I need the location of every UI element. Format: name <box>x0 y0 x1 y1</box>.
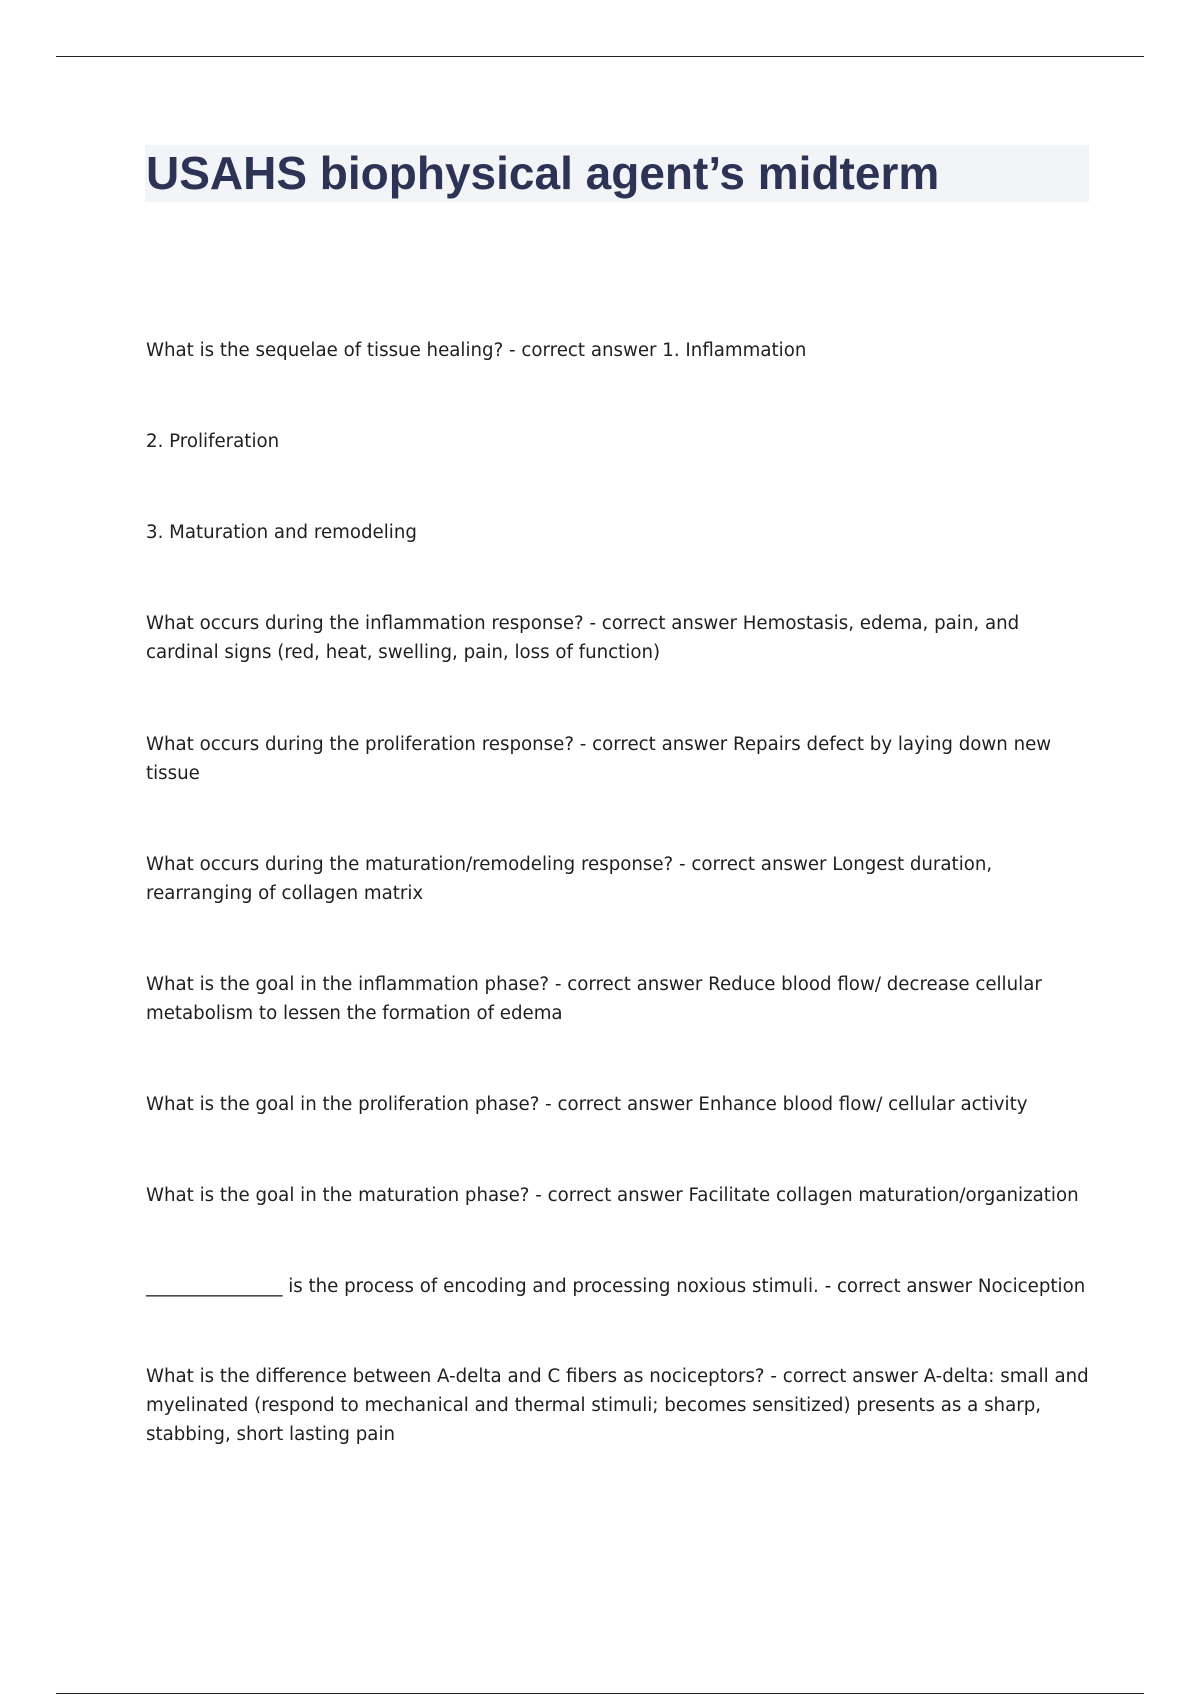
qa-proliferation-response: What occurs during the proliferation response? - correct answer Repairs defect by laying down new tissue <box>146 734 1052 784</box>
bottom-page-rule <box>56 1693 1144 1694</box>
top-page-rule <box>56 56 1144 57</box>
qa-inflammation-goal: What is the goal in the inflammation phase? - correct answer Reduce blood flow/ decrease cellular metabolism to lessen the formation of edema <box>146 974 1042 1024</box>
qa-sequelae-tissue-healing: What is the sequelae of tissue healing? - correct answer 1. Inflammation <box>146 340 807 361</box>
qa-proliferation-goal: What is the goal in the proliferation phase? - correct answer Enhance blood flow/ cellular activity <box>146 1094 1028 1115</box>
qa-adelta-vs-c-fibers: What is the difference between A-delta and C fibers as nociceptors? - correct answer A-delta: small and myelinated (respond to mechanical and thermal stimuli; becomes sensitized) presents as a sharp, stabbing, short lasting pain <box>146 1366 1089 1445</box>
qa-maturation-goal: What is the goal in the maturation phase? - correct answer Facilitate collagen maturation/organization <box>146 1185 1079 1206</box>
document-title: USAHS biophysical agent’s midterm <box>146 147 940 199</box>
list-item-maturation: 3. Maturation and remodeling <box>146 522 417 543</box>
qa-nociception: _______________ is the process of encoding and processing noxious stimuli. - correct answer Nociception <box>146 1276 1086 1297</box>
qa-inflammation-response: What occurs during the inflammation response? - correct answer Hemostasis, edema, pain, and cardinal signs (red, heat, swelling, pain, loss of function) <box>146 613 1020 663</box>
list-item-proliferation: 2. Proliferation <box>146 431 280 452</box>
qa-maturation-response: What occurs during the maturation/remodeling response? - correct answer Longest duration, rearranging of collagen matrix <box>146 854 993 904</box>
